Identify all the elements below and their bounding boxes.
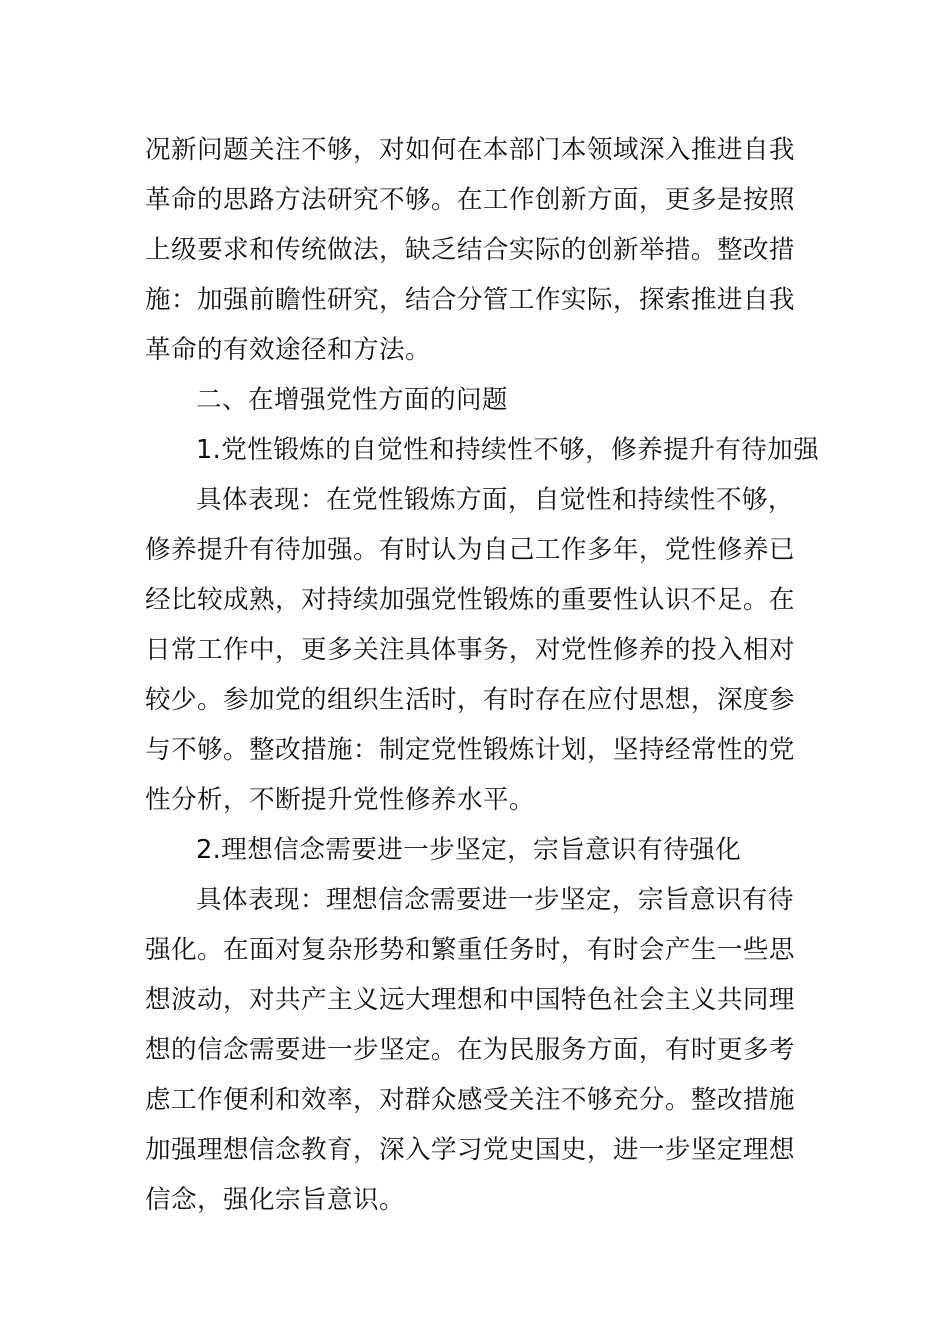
body-text-line: 较少。参加党的组织生活时，有时存在应付思想，深度参	[145, 685, 795, 715]
section-heading: 二、在增强党性方面的问题	[196, 385, 508, 415]
body-text-line: 虑工作便利和效率，对群众感受关注不够充分。整改措施	[145, 1085, 795, 1115]
body-text-line: 革命的思路方法研究不够。在工作创新方面，更多是按照	[145, 185, 795, 215]
body-text-line: 具体表现：在党性锻炼方面，自觉性和持续性不够，	[196, 485, 794, 515]
body-text-line: 强化。在面对复杂形势和繁重任务时，有时会产生一些思	[145, 935, 795, 965]
body-text-line: 革命的有效途径和方法。	[145, 335, 431, 365]
body-text-line: 经比较成熟，对持续加强党性锻炼的重要性认识不足。在	[145, 585, 795, 615]
body-text-line: 修养提升有待加强。有时认为自己工作多年，党性修养已	[145, 535, 795, 565]
body-text-line: 施：加强前瞻性研究，结合分管工作实际，探索推进自我	[145, 285, 795, 315]
body-text-line: 信念，强化宗旨意识。	[145, 1185, 405, 1215]
body-text-line: 加强理想信念教育，深入学习党史国史，进一步坚定理想	[145, 1135, 795, 1165]
body-text-line: 具体表现：理想信念需要进一步坚定，宗旨意识有待	[196, 885, 794, 915]
body-text-line: 想的信念需要进一步坚定。在为民服务方面，有时更多考	[145, 1035, 795, 1065]
subsection-heading: 1.党性锻炼的自觉性和持续性不够，修养提升有待加强	[196, 435, 820, 465]
body-text-line: 上级要求和传统做法，缺乏结合实际的创新举措。整改措	[145, 235, 795, 265]
body-text-line: 想波动，对共产主义远大理想和中国特色社会主义共同理	[145, 985, 795, 1015]
body-text-line: 日常工作中，更多关注具体事务，对党性修养的投入相对	[145, 635, 795, 665]
body-text-line: 与不够。整改措施：制定党性锻炼计划，坚持经常性的党	[145, 735, 795, 765]
body-text-line: 性分析，不断提升党性修养水平。	[145, 785, 535, 815]
subsection-heading: 2.理想信念需要进一步坚定，宗旨意识有待强化	[196, 835, 742, 865]
body-text-line: 况新问题关注不够，对如何在本部门本领域深入推进自我	[145, 135, 795, 165]
